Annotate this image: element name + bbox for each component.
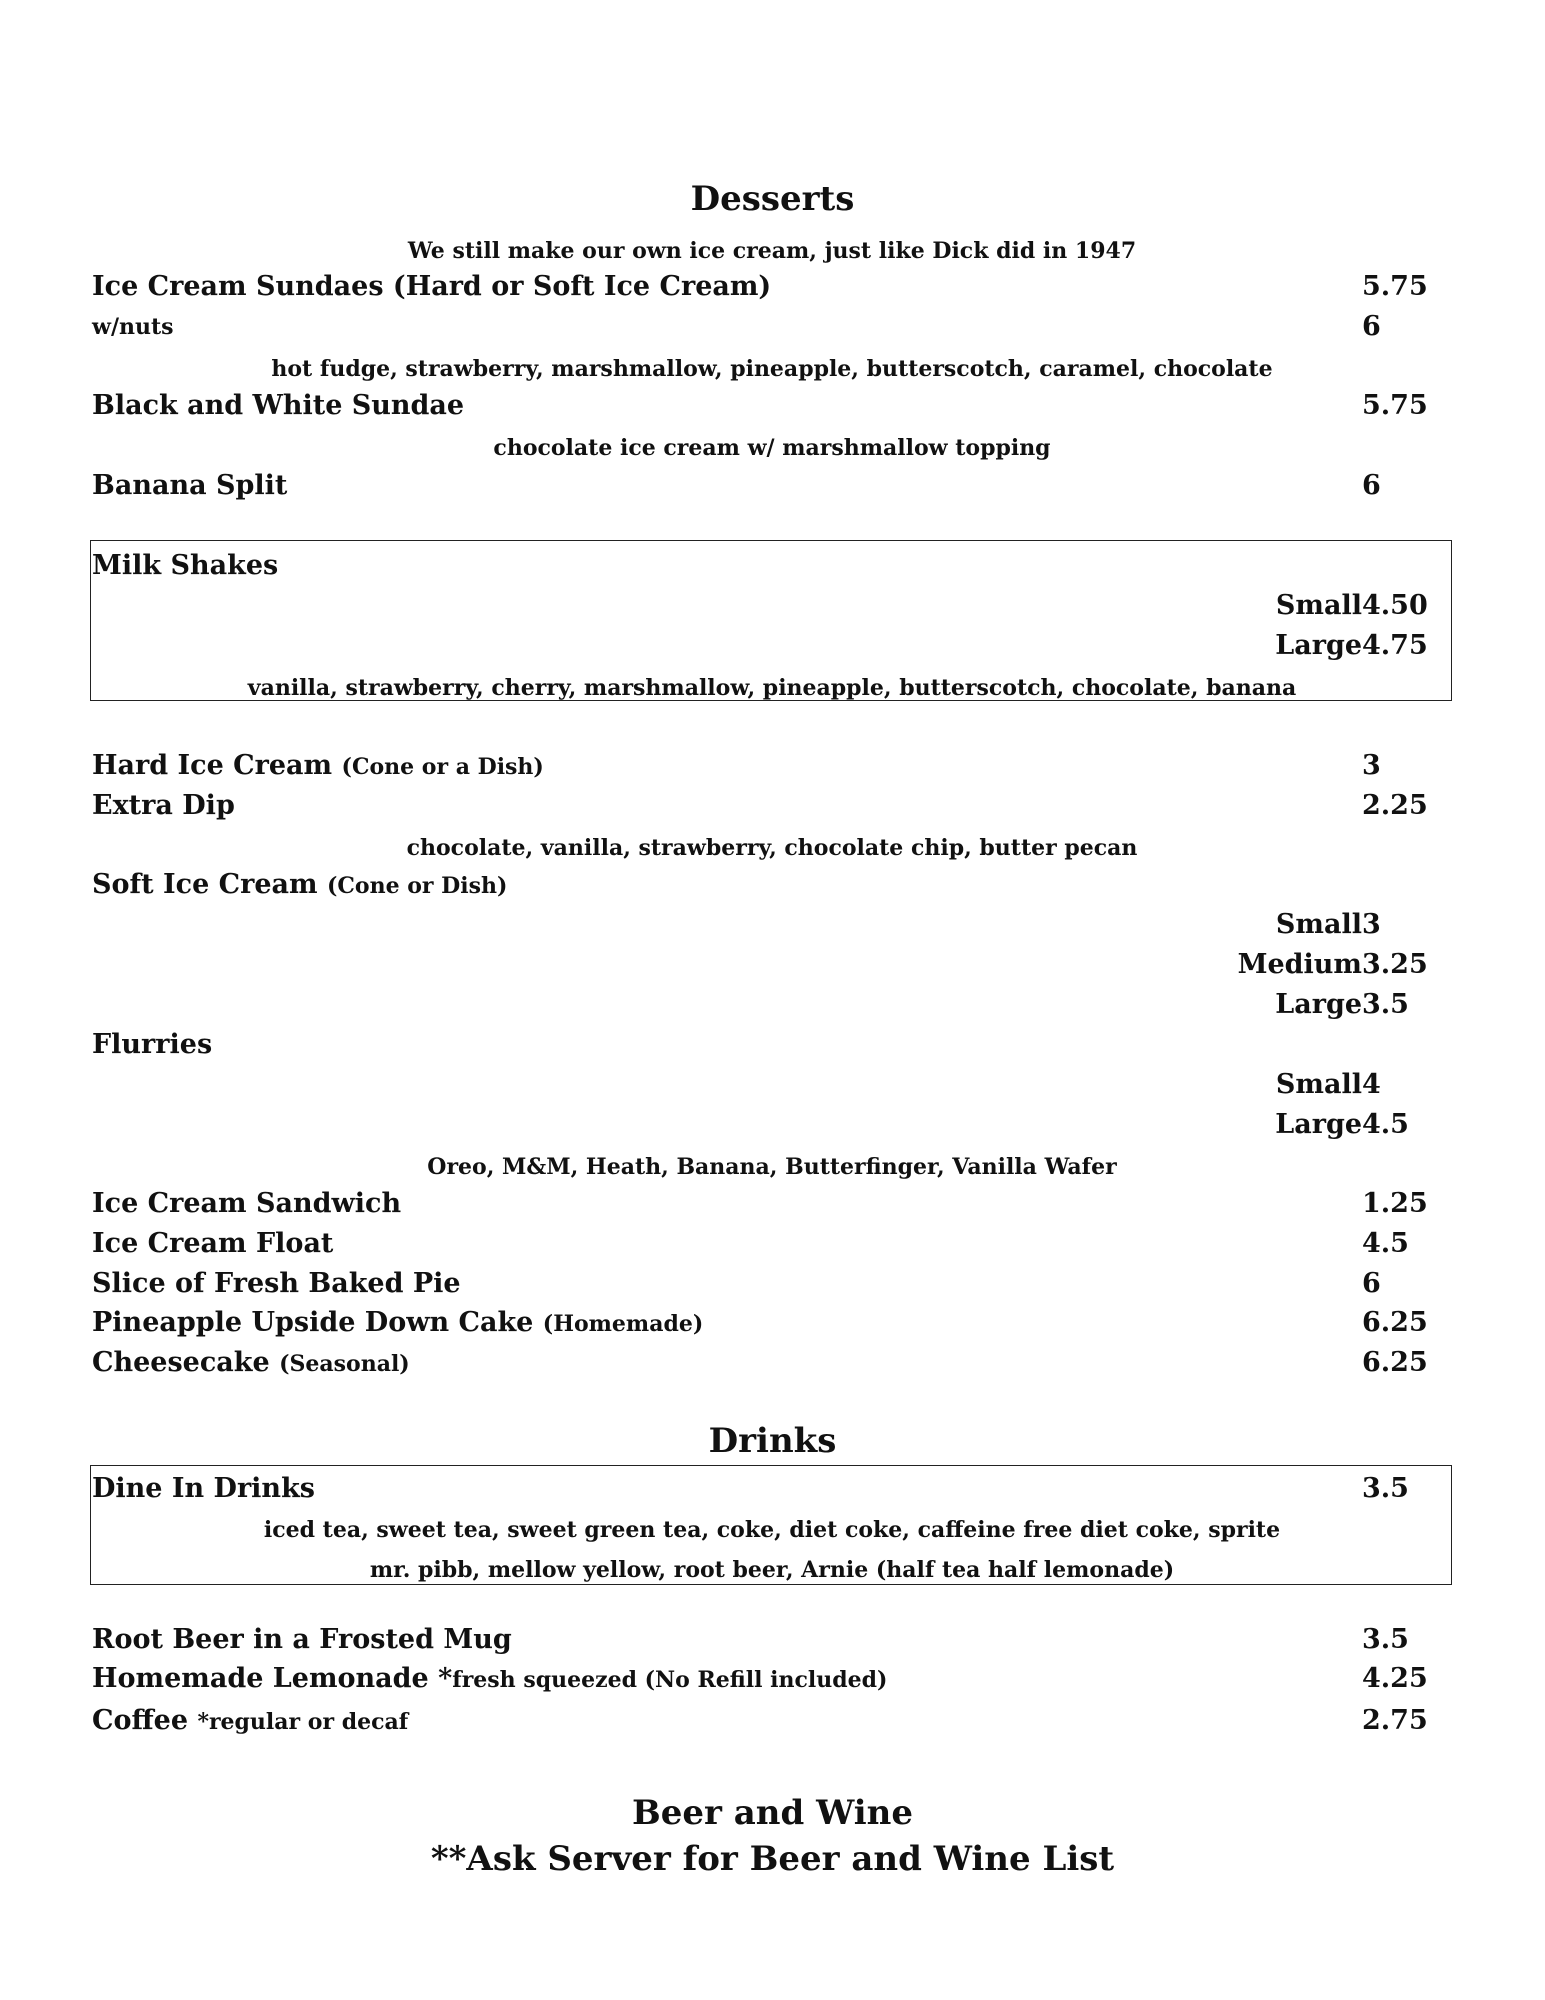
menu-item-cheesecake (92, 1343, 1428, 1383)
menu-item-sundaes (92, 267, 1428, 307)
beer-wine-note: **Ask Server for Beer and Wine List (430, 1839, 1115, 1879)
item-price: 4.5 (1362, 1109, 1409, 1140)
size-label: Large (1275, 630, 1362, 661)
item-price: 6 (1362, 1268, 1381, 1299)
item-price: 4.50 (1362, 590, 1428, 621)
black-white-note: chocolate ice cream w/ marshmallow topping (493, 435, 1051, 461)
size-label: Small (1275, 909, 1362, 940)
menu-item-cake (92, 1303, 1428, 1343)
item-price: 2.25 (1362, 790, 1428, 821)
size-row (92, 905, 1410, 945)
item-price: 4 (1362, 1069, 1381, 1100)
item-price: 6 (1362, 470, 1381, 501)
item-name: Extra Dip (92, 790, 235, 821)
size-row (92, 1105, 1410, 1145)
item-price: 3 (1362, 750, 1381, 781)
item-name: Milk Shakes (92, 550, 279, 581)
item-name: Soft Ice Cream (Cone or Dish) (92, 869, 508, 900)
item-price: 6.25 (1362, 1347, 1428, 1378)
menu-item-root-beer (92, 1620, 1410, 1660)
item-price: 4.5 (1362, 1228, 1409, 1259)
menu-item-hard-ice-cream (92, 746, 1410, 786)
beer-wine-heading: Beer and Wine (632, 1793, 913, 1833)
item-price: 3.5 (1362, 1624, 1409, 1655)
dip-flavors: chocolate, vanilla, strawberry, chocolate chip, butter pecan (406, 835, 1138, 861)
dine-in-list-2: mr. pibb, mellow yellow, root beer, Arnie (half tea half lemonade) (369, 1557, 1175, 1583)
item-name: Pineapple Upside Down Cake (Homemade) (92, 1307, 704, 1338)
menu-item-float (92, 1224, 1410, 1264)
item-name: Root Beer in a Frosted Mug (92, 1624, 512, 1655)
desserts-heading: Desserts (690, 179, 855, 219)
menu-item-coffee (92, 1701, 1428, 1741)
size-row (92, 626, 1428, 666)
menu-item-lemonade (92, 1659, 1428, 1699)
item-price: 3 (1362, 909, 1381, 940)
size-row (92, 985, 1410, 1025)
item-name: Ice Cream Sundaes (Hard or Soft Ice Cream) (92, 271, 772, 302)
menu-item-sandwich (92, 1184, 1428, 1224)
item-name: w/nuts (92, 314, 174, 340)
size-label: Medium (1237, 949, 1362, 980)
item-name: Black and White Sundae (92, 390, 465, 421)
item-name: Hard Ice Cream (Cone or a Dish) (92, 750, 544, 781)
item-price: 3.5 (1362, 1473, 1409, 1504)
size-row (92, 586, 1428, 626)
item-price: 3.5 (1362, 989, 1409, 1020)
toppings-list: hot fudge, strawberry, marshmallow, pineapple, butterscotch, caramel, chocolate (271, 356, 1273, 382)
menu-item-dine-in-drinks (92, 1469, 1410, 1509)
item-name: Slice of Fresh Baked Pie (92, 1268, 461, 1299)
item-price: 4.25 (1362, 1663, 1428, 1694)
size-label: Large (1275, 1109, 1362, 1140)
item-price: 5.75 (1362, 271, 1428, 302)
item-price: 5.75 (1362, 390, 1428, 421)
item-name: Ice Cream Sandwich (92, 1188, 402, 1219)
item-price: 4.75 (1362, 630, 1428, 661)
item-price: 6.25 (1362, 1307, 1428, 1338)
size-label: Large (1275, 989, 1362, 1020)
dine-in-list-1: iced tea, sweet tea, sweet green tea, coke, diet coke, caffeine free diet coke, sprite (263, 1517, 1281, 1543)
flurries-mixins: Oreo, M&M, Heath, Banana, Butterfinger, Vanilla Wafer (427, 1154, 1117, 1180)
menu-item-black-white-sundae (92, 386, 1428, 426)
item-price: 1.25 (1362, 1188, 1428, 1219)
item-name: Banana Split (92, 470, 288, 501)
item-name: Dine In Drinks (92, 1473, 315, 1504)
size-label: Small (1275, 1069, 1362, 1100)
item-name: Homemade Lemonade *fresh squeezed (No Refill included) (92, 1663, 888, 1694)
menu-item-soft-ice-cream (92, 865, 1410, 905)
drinks-heading: Drinks (708, 1421, 837, 1461)
menu-item-extra-dip (92, 786, 1428, 826)
milk-shake-flavors: vanilla, strawberry, cherry, marshmallow, pineapple, butterscotch, chocolate, banana (247, 675, 1297, 701)
menu-item-banana-split (92, 466, 1410, 506)
item-price: 3.25 (1362, 949, 1428, 980)
desserts-intro: We still make our own ice cream, just like Dick did in 1947 (407, 238, 1137, 264)
size-label: Small (1275, 590, 1362, 621)
item-name: Coffee *regular or decaf (92, 1705, 409, 1736)
item-price: 2.75 (1362, 1705, 1428, 1736)
item-price: 6 (1362, 311, 1381, 342)
item-name: Flurries (92, 1029, 213, 1060)
menu-item-milk-shakes (92, 546, 1410, 586)
menu-item-flurries (92, 1025, 1410, 1065)
item-name: Cheesecake (Seasonal) (92, 1347, 410, 1378)
size-row (92, 945, 1428, 985)
menu-item-nuts (92, 307, 1410, 347)
menu-item-pie (92, 1264, 1410, 1304)
size-row (92, 1065, 1410, 1105)
item-name: Ice Cream Float (92, 1228, 334, 1259)
